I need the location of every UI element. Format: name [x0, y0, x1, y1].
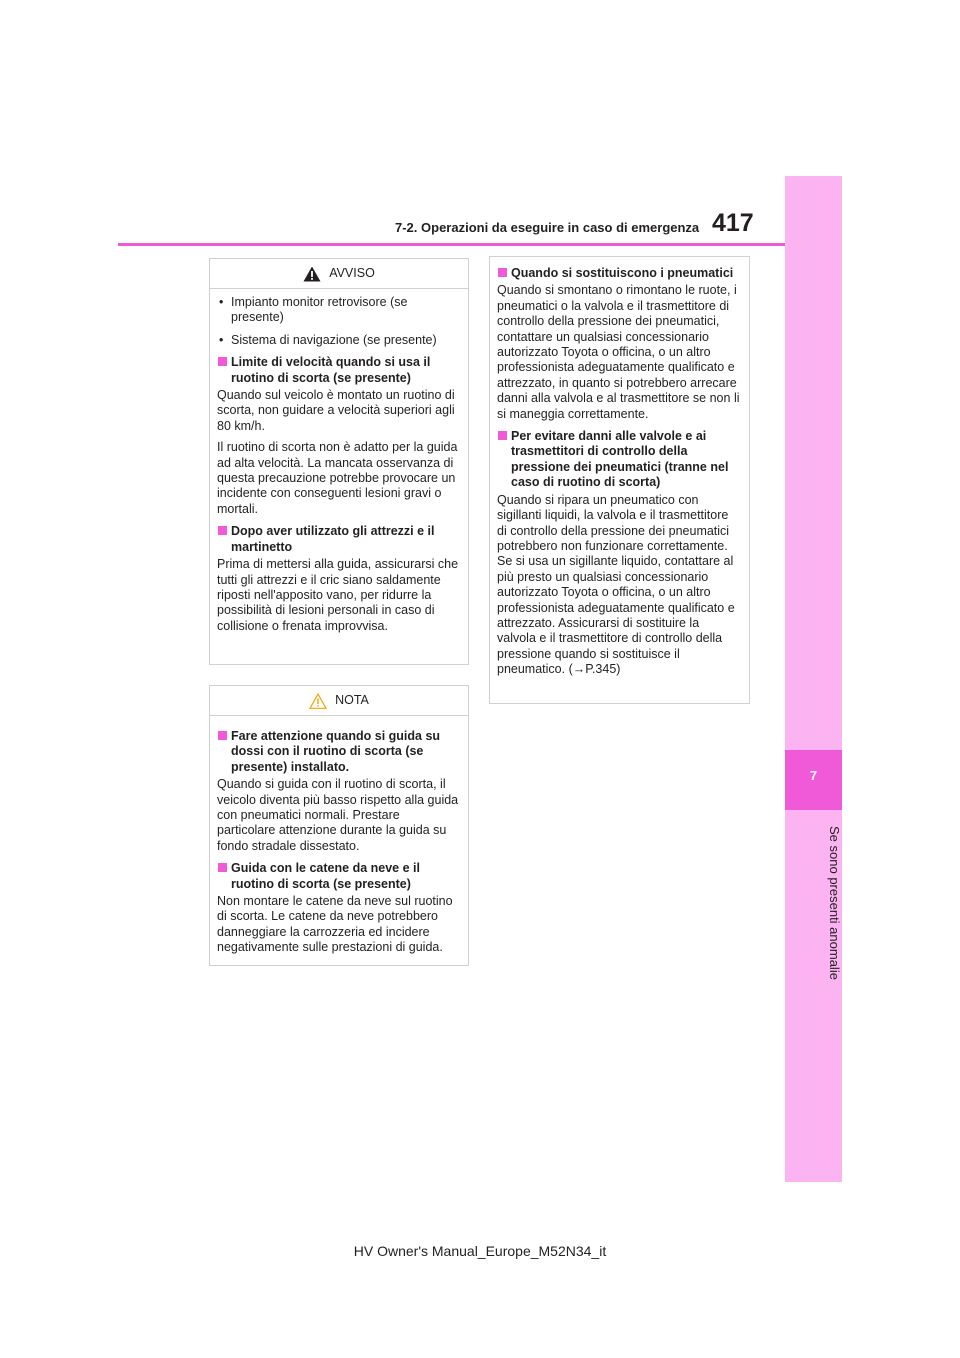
paragraph: Quando sul veicolo è montato un ruotino di scorta, non guidare a velocità superiori agli 80 km/h.	[217, 388, 455, 433]
list-item: • Sistema di navigazione (se presente)	[219, 332, 437, 347]
avviso-box	[209, 258, 469, 665]
square-bullet-icon	[218, 863, 227, 872]
chapter-number: 7	[809, 768, 818, 783]
avviso-header	[210, 259, 468, 289]
caution-icon	[309, 693, 327, 709]
paragraph: Prima di mettersi alla guida, assicurarsi che tutti gli attrezzi e il cric siano saldamente riposti nell'apposito vano, per ridurre la possibilità di lesioni personali in caso di collisione o frenata improvvisa.	[217, 557, 459, 633]
tyre-info-box	[489, 256, 750, 704]
section-heading: Quando si sostituiscono i pneumatici	[497, 266, 741, 281]
section-heading: Limite di velocità quando si usa il ruotino di scorta (se presente)	[217, 355, 460, 386]
section-heading: Dopo aver utilizzato gli attrezzi e il martinetto	[217, 524, 460, 555]
nota-title: NOTA	[335, 692, 369, 707]
square-bullet-icon	[498, 431, 507, 440]
square-bullet-icon	[218, 731, 227, 740]
square-bullet-icon	[218, 357, 227, 366]
page-number: 417	[712, 209, 754, 237]
avviso-title: AVVISO	[329, 265, 375, 280]
section-heading: Fare attenzione quando si guida su dossi con il ruotino di scorta (se presente) installato.	[217, 729, 460, 775]
chapter-title-text: Se sono presenti anomalie	[827, 826, 842, 980]
paragraph: Il ruotino di scorta non è adatto per la guida ad alta velocità. La mancata osservanza di questa precauzione potrebbe provocare un incidente con conseguenti lesioni gravi o mortali.	[217, 440, 458, 516]
avviso-body	[210, 289, 468, 646]
section-heading: Guida con le catene da neve e il ruotino di scorta (se presente)	[217, 861, 460, 892]
paragraph: Non montare le catene da neve sul ruotino di scorta. Le catene da neve potrebbero danneggiare la carrozzeria ed incidere negativamente sulle prestazioni di guida.	[217, 894, 453, 955]
nota-header	[210, 686, 468, 716]
nota-body	[210, 716, 468, 968]
warning-icon	[303, 266, 321, 282]
footer-document-id: HV Owner's Manual_Europe_M52N34_it	[353, 1243, 607, 1259]
chapter-title	[785, 818, 842, 988]
square-bullet-icon	[498, 268, 507, 277]
section-heading: Per evitare danni alle valvole e ai trasmettitori di controllo della pressione dei pneumatici (tranne nel caso di ruotino di scorta)	[497, 429, 741, 491]
paragraph: Quando si guida con il ruotino di scorta, il veicolo diventa più basso rispetto alla guida con pneumatici normali. Prestare particolare attenzione durante la guida su fondo stradale dissestato.	[217, 777, 459, 853]
header-divider	[118, 243, 785, 246]
nota-box	[209, 685, 469, 966]
paragraph: Quando si smontano o rimontano le ruote, i pneumatici o la valvola e il trasmettitore di controllo della pressione dei pneumatici, contattare un qualsiasi concessionario autorizzato Toyota o officina, o un altro professionista adeguatamente qualificato e attrezzato, in quanto si potrebbero arrecare danni alla valvola e al trasmettitore se non li si maneggia correttamente.	[497, 283, 740, 421]
paragraph: Quando si ripara un pneumatico con sigillanti liquidi, la valvola e il trasmettitore di controllo della pressione dei pneumatici potrebbero non funzionare correttamente. Se si usa un sigillante liquido, contattare al più presto un qualsiasi concessionario autorizzato Toyota o officina, o un altro professionista adeguatamente qualificato e attrezzato. Assicurarsi di sostituire la valvola e il trasmettitore di controllo della pressione quando si sostituisce il pneumatico. (→P.345)	[497, 492, 735, 677]
list-item: • Impianto monitor retrovisore (se presente)	[219, 295, 408, 325]
chapter-side-tab	[785, 176, 842, 1182]
section-title: 7-2. Operazioni da eseguire in caso di emergenza	[395, 220, 700, 235]
square-bullet-icon	[218, 526, 227, 535]
tyre-info-body	[490, 257, 749, 690]
